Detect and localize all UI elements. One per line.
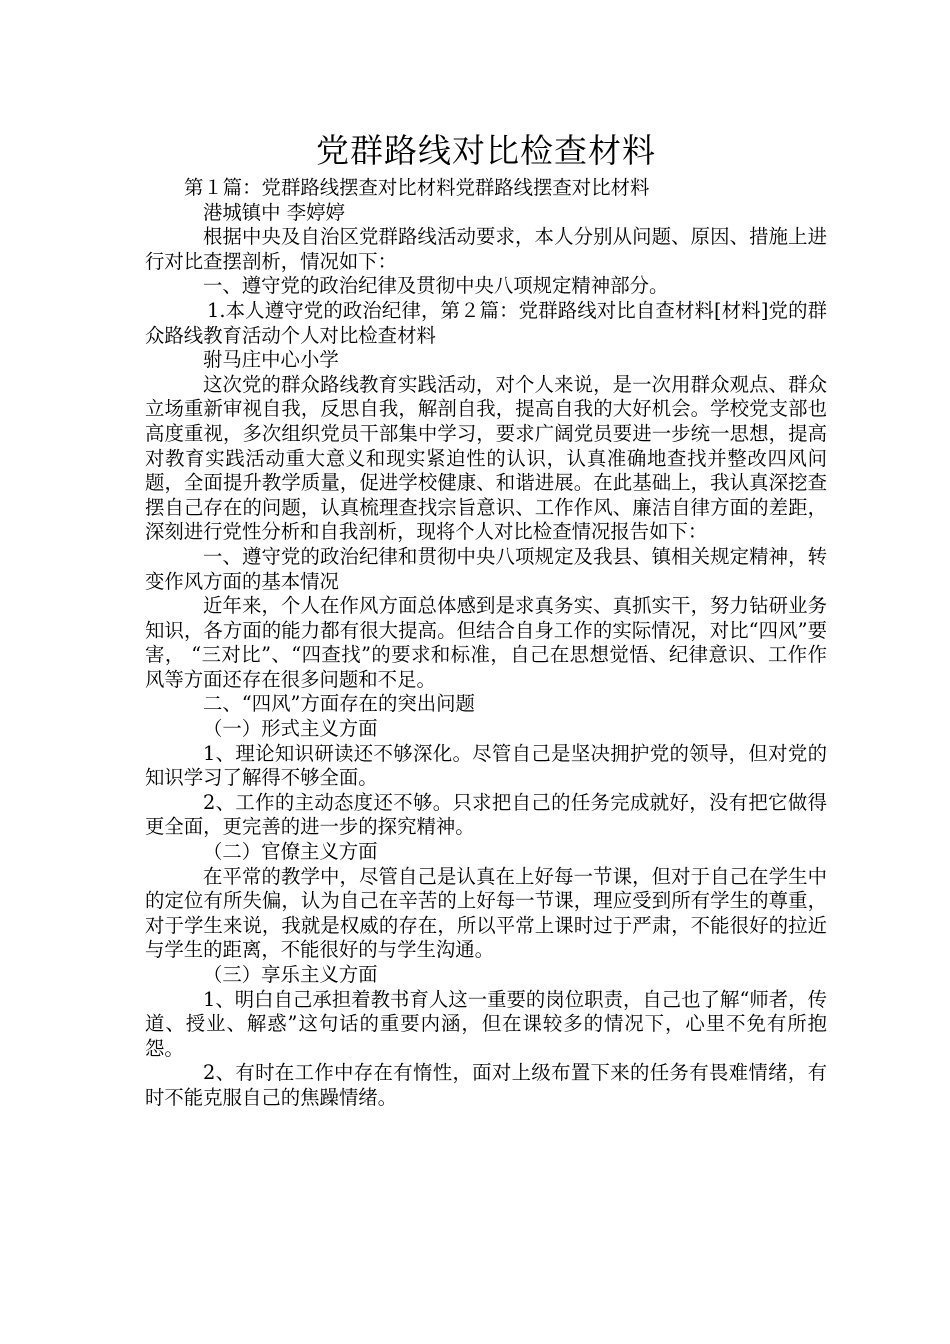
paragraph: 驸马庄中心小学 <box>203 348 339 372</box>
paragraph: 1、明白自己承担着教书育人这一重要的岗位职责，自己也了解“师者，传道、授业、解惑”这句话的重要内涵，但在课较多的情况下，心里不免有所抱怨。 <box>145 987 827 1060</box>
paragraph: 这次党的群众路线教育实践活动，对个人来说，是一次用群众观点、群众立场重新审视自我，反思自我，解剖自我，提高自我的大好机会。学校党支部也高度重视，多次组织党员干部集中学习，要求广阔党员要进一步统一思想，提高对教育实践活动重大意义和现实紧迫性的认识，认真准确地查找并整改四风问题，全面提升教学质量，促进学校健康、和谐进展。在此基础上，我认真深挖查摆自己存在的问题，认真梳理查找宗旨意识、工作作风、廉洁自律方面的差距，深刻进行党性分析和自我剖析，现将个人对比检查情况报告如下： <box>145 372 827 544</box>
paragraph: （二）官僚主义方面 <box>203 840 378 864</box>
paragraph: 一、遵守党的政治纪律及贯彻中央八项规定精神部分。 <box>203 274 669 298</box>
document-title: 党群路线对比检查材料 <box>316 131 656 170</box>
document-page <box>145 128 827 1111</box>
paragraph: 1.本人遵守党的政治纪律，第２篇：党群路线对比自查材料[材料]党的群众路线教育活动个人对比检查材料 <box>145 298 827 347</box>
paragraph: 近年来，个人在作风方面总体感到是求真务实、真抓实干，努力钻研业务知识，各方面的能力都有很大提高。但结合自身工作的实际情况，对比“四风”要害， “三对比”、“四查找”的要求和标准，自己在思想觉悟、纪律意识、工作作风等方面还存在很多问题和不足。 <box>145 594 827 691</box>
paragraph: 一、遵守党的政治纪律和贯彻中央八项规定及我县、镇相关规定精神，转变作风方面的基本情况 <box>145 544 827 593</box>
paragraph: 根据中央及自治区党群路线活动要求，本人分别从问题、原因、措施上进行对比查摆剖析，情况如下： <box>145 225 827 273</box>
paragraph: 1、理论知识研读还不够深化。尽管自己是坚决拥护党的领导，但对党的知识学习了解得不够全面。 <box>145 741 827 790</box>
paragraph: 港城镇中 李婷婷 <box>203 200 345 224</box>
document-body <box>145 176 827 1111</box>
paragraph: 在平常的教学中，尽管自己是认真在上好每一节课，但对于自己在学生中的定位有所失偏，认为自己在辛苦的上好每一节课，理应受到所有学生的尊重，对于学生来说，我就是权威的存在，所以平常上课时过于严肃，不能很好的拉近与学生的距离，不能很好的与学生沟通。 <box>145 864 827 962</box>
paragraph: （一）形式主义方面 <box>203 717 378 741</box>
paragraph: 2、有时在工作中存在有惰性，面对上级布置下来的任务有畏难情绪，有时不能克服自己的焦躁情绪。 <box>145 1061 827 1109</box>
paragraph: 2、工作的主动态度还不够。只求把自己的任务完成就好，没有把它做得更全面，更完善的进一步的探究精神。 <box>145 790 827 839</box>
paragraph: 第１篇：党群路线摆查对比材料党群路线摆查对比材料 <box>184 176 650 199</box>
paragraph: 二、“四风”方面存在的突出问题 <box>203 692 475 716</box>
paragraph: （三）享乐主义方面 <box>203 963 378 986</box>
